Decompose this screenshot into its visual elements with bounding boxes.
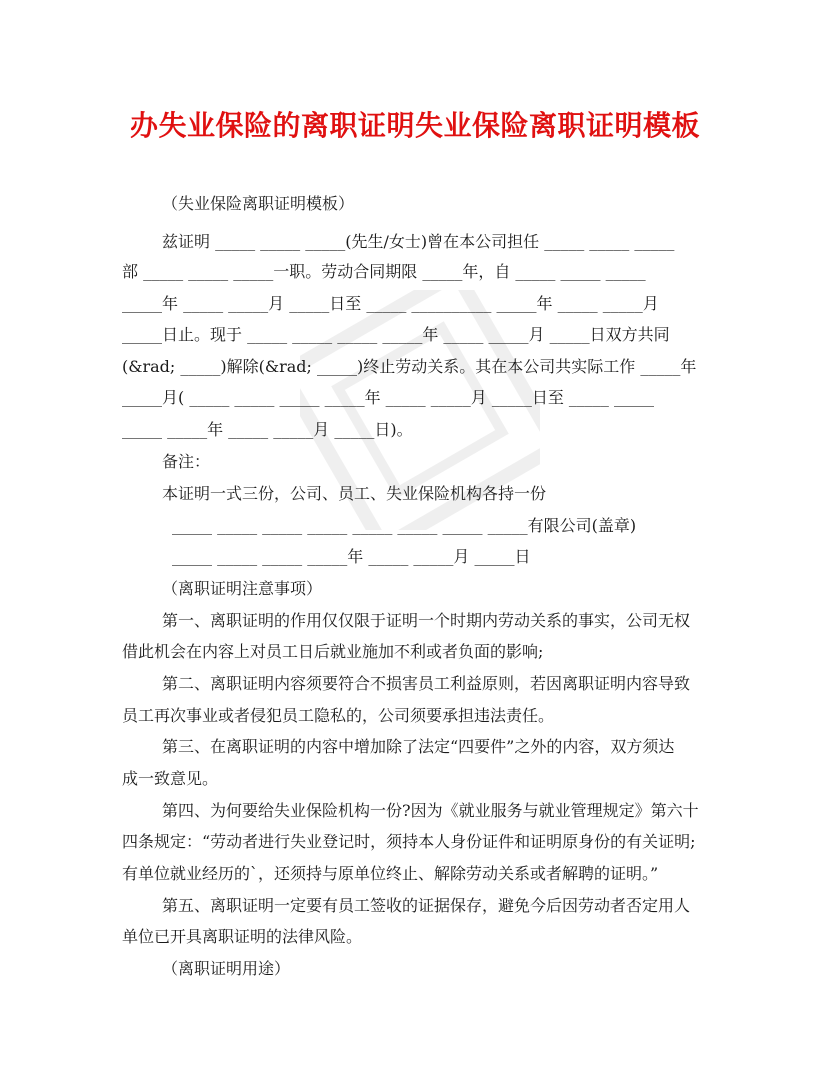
line-remarks-label: 备注： [162, 452, 211, 471]
line-certify: 兹证明 _____ _____ _____(先生/女士)曾在本公司担任 _____ _____ _____ [162, 232, 675, 251]
line-note2-a: 第二、离职证明内容须要符合不损害员工利益原则，若因离职证明内容导致 [162, 674, 691, 693]
line-note4-b: 四条规定：“劳动者进行失业登记时，须持本人身份证件和证明原身份的有关证明; [122, 832, 696, 851]
line-note3-a: 第三、在离职证明的内容中增加除了法定“四要件”之外的内容，双方须达 [162, 737, 675, 756]
line-company-seal: _____ _____ _____ _____ _____ _____ _____ _____有限公司(盖章) [172, 516, 637, 535]
line-issue-date: _____ _____ _____ _____年 _____ _____月 _____日 [172, 547, 531, 566]
line-note4-c: 有单位就业经历的`，还须持与原单位终止、解除劳动关系或者解聘的证明。” [122, 864, 659, 883]
line-termination-type: (&rad; _____)解除(&rad; _____)终止劳动关系。其在本公司共实际工作 _____年 [122, 357, 697, 376]
line-usage-heading: （离职证明用途） [162, 959, 291, 978]
line-template-heading: （失业保险离职证明模板） [162, 194, 355, 213]
line-note3-b: 成一致意见。 [122, 769, 219, 788]
line-note5-a: 第五、离职证明一定要有员工签收的证据保存，避免今后因劳动者否定用人 [162, 896, 691, 915]
line-contract-dates: _____年 _____ _____月 _____日至 _____ __________ _____年 _____ _____月 [122, 294, 659, 313]
page-title: 办失业保险的离职证明失业保险离职证明模板 [129, 109, 700, 142]
line-note1-a: 第一、离职证明的作用仅仅限于证明一个时期内劳动关系的事实，公司无权 [162, 611, 691, 630]
line-note4-a: 第四、为何要给失业保险机构一份?因为《就业服务与就业管理规定》第六十 [162, 801, 699, 820]
line-notes-heading: （离职证明注意事项） [162, 579, 323, 598]
line-work-period: _____月( _____ _____ _____ _____年 _____ _____月 _____日至 _____ _____ [122, 388, 655, 407]
line-termination-date: _____日止。现于 _____ _____ _____ _____年 _____ _____月 _____日双方共同 [122, 325, 670, 344]
line-department: 部 _____ _____ _____一职。劳动合同期限 _____年，自 _____ _____ _____ [122, 262, 646, 281]
line-note2-b: 员工再次事业或者侵犯员工隐私的，公司须要承担违法责任。 [122, 706, 555, 725]
line-work-period-end: _____ _____年 _____ _____月 _____日)。 [122, 420, 413, 439]
line-note5-b: 单位已开具离职证明的法律风险。 [122, 927, 363, 946]
line-copies-note: 本证明一式三份，公司、员工、失业保险机构各持一份 [162, 484, 547, 503]
line-note1-b: 借此机会在内容上对员工日后就业施加不利或者负面的影响; [122, 642, 544, 661]
